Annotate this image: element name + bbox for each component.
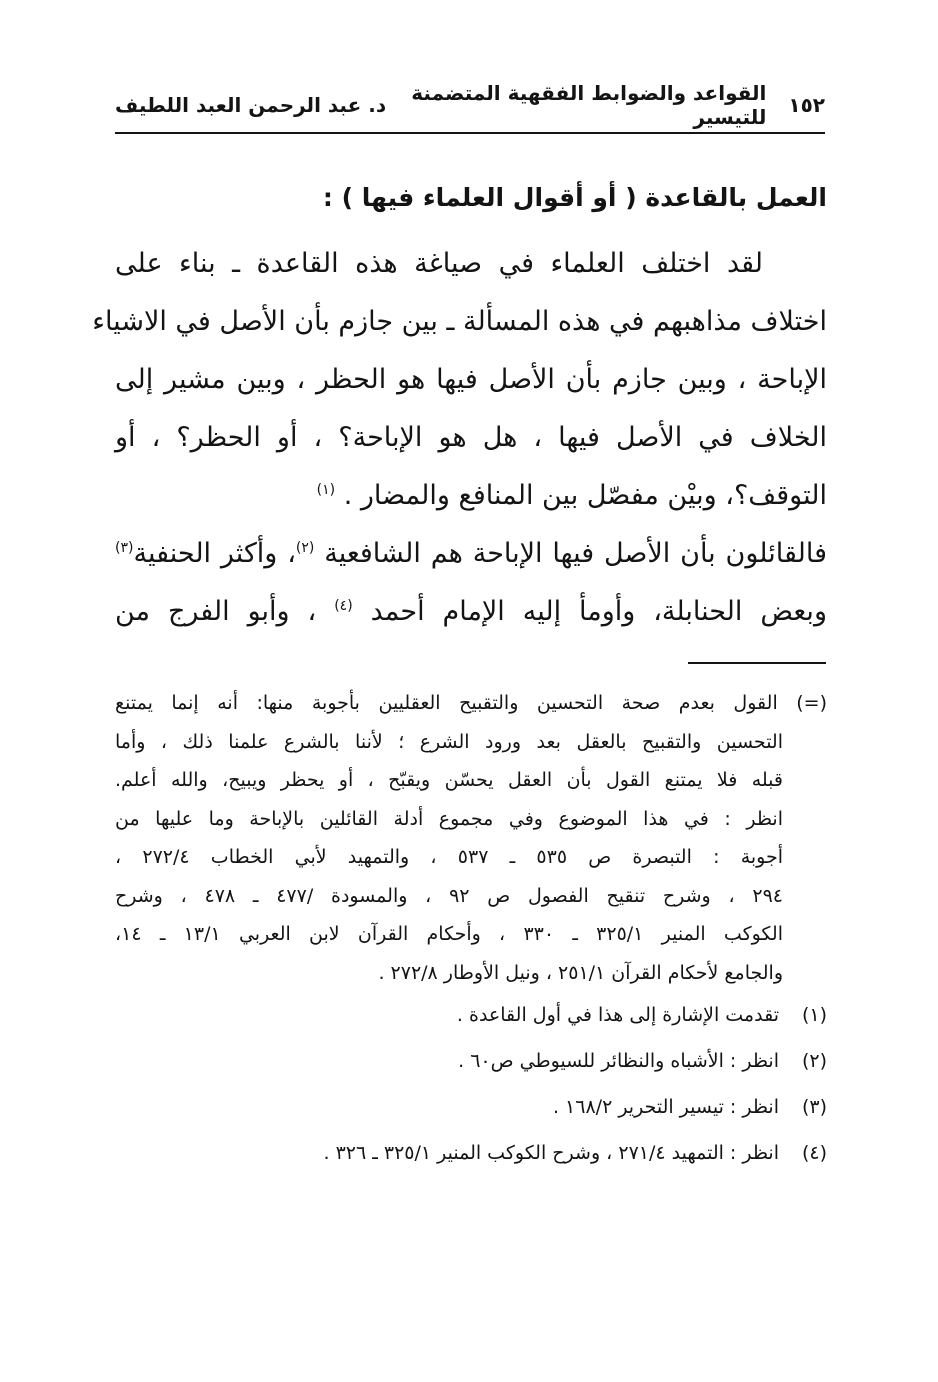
footnote-divider bbox=[688, 662, 826, 664]
main-body-text bbox=[92, 235, 828, 641]
footnote-item bbox=[115, 992, 827, 1038]
footnotes-section bbox=[115, 684, 827, 1176]
page-number: ١٥٢ bbox=[788, 93, 825, 117]
body-line-text: التوقف؟، وبيْن مفصّل بين المنافع والمضار . bbox=[343, 480, 827, 511]
footnote-text: انظر : الأشباه والنظائر للسيوطي ص٦٠ . bbox=[458, 1049, 779, 1072]
body-line: اختلاف مذاهبهم في هذه المسألة ـ بين جازم بأن الأصل في الاشياء bbox=[92, 306, 827, 337]
footnote-number: (٣) bbox=[801, 1095, 827, 1118]
footnote-continuation bbox=[115, 684, 827, 992]
footnote-number: (١) bbox=[801, 1003, 827, 1026]
footnote-text: انظر : التمهيد ٢٧١/٤ ، وشرح الكوكب المنير ٣٢٥/١ ـ ٣٢٦ . bbox=[323, 1141, 779, 1164]
footnote-item bbox=[115, 1084, 827, 1130]
footnote-line: قبله فلا يمتنع القول بأن العقل يحسّن ويقبّح ، أو يحظر ويبيح، والله أعلم. bbox=[115, 769, 783, 791]
body-line-text: فالقائلون بأن الأصل فيها الإباحة هم الشافعية bbox=[324, 538, 828, 569]
footnote-number: (٤) bbox=[801, 1141, 827, 1164]
body-line bbox=[115, 525, 827, 583]
body-line: الإباحة ، وبين جازم بأن الأصل فيها هو الحظر ، وبين مشير إلى bbox=[115, 364, 827, 395]
footnote-line: انظر : في هذا الموضوع وفي مجموع أدلة القائلين بالإباحة وما عليها من bbox=[115, 807, 783, 830]
footnote-item bbox=[115, 1130, 827, 1176]
book-title: القواعد والضوابط الفقهية المتضمنة للتيسير bbox=[411, 81, 767, 129]
footnote-line-text: القول بعدم صحة التحسين والتقبيح العقليين بأجوبة منها: أنه إنما يمتنع bbox=[115, 692, 778, 714]
footnote-number: (٢) bbox=[801, 1049, 827, 1072]
footnote-line: ٢٩٤ ، وشرح تنقيح الفصول ص ٩٢ ، والمسودة /٤٧٧ ـ ٤٧٨ ، وشرح bbox=[115, 884, 784, 907]
continuation-marker: (=) bbox=[796, 692, 827, 714]
body-line: لقد اختلف العلماء في صياغة هذه القاعدة ـ بناء على bbox=[115, 248, 763, 279]
body-line-text: ، وأكثر الحنفية bbox=[133, 538, 296, 569]
footnote-reference: (١) bbox=[316, 482, 336, 498]
author-name: د. عبد الرحمن العبد اللطيف bbox=[115, 93, 387, 117]
footnote-text: تقدمت الإشارة إلى هذا في أول القاعدة . bbox=[456, 1003, 779, 1026]
header-divider bbox=[115, 132, 825, 134]
footnote-text: انظر : تيسير التحرير ١٦٨/٢ . bbox=[552, 1095, 779, 1118]
footnote-line bbox=[115, 684, 827, 723]
footnote-line: أجوبة : التبصرة ص ٥٣٥ ـ ٥٣٧ ، والتمهيد لأبي الخطاب ٢٧٢/٤ ، bbox=[115, 846, 784, 868]
footnote-reference: (٢) bbox=[295, 540, 315, 556]
footnote-line: التحسين والتقبيح بالعقل بعد ورود الشرع ؛ لأننا بالشرع علمنا ذلك ، وأما bbox=[115, 730, 783, 753]
body-line-text: وبعض الحنابلة، وأومأ إليه الإمام أحمد bbox=[370, 596, 827, 627]
footnote-line: والجامع لأحكام القرآن ٢٥١/١ ، ونيل الأوطار ٢٧٢/٨ . bbox=[378, 961, 783, 984]
body-line bbox=[115, 583, 827, 641]
footnote-reference: (٣) bbox=[115, 540, 134, 556]
running-header bbox=[115, 81, 825, 129]
footnote-line: الكوكب المنير ٣٢٥/١ ـ ٣٣٠ ، وأحكام القرآن لابن العربي ١٣/١ ـ ١٤، bbox=[115, 923, 783, 945]
footnote-item bbox=[115, 1038, 827, 1084]
body-line-text: ، وأبو الفرج من bbox=[115, 596, 317, 627]
body-line: الخلاف في الأصل فيها ، هل هو الإباحة؟ ، أو الحظر؟ ، أو bbox=[115, 422, 827, 453]
body-line bbox=[115, 467, 827, 525]
section-heading: العمل بالقاعدة ( أو أقوال العلماء فيها ) : bbox=[322, 183, 827, 212]
footnote-reference: (٤) bbox=[334, 598, 353, 614]
